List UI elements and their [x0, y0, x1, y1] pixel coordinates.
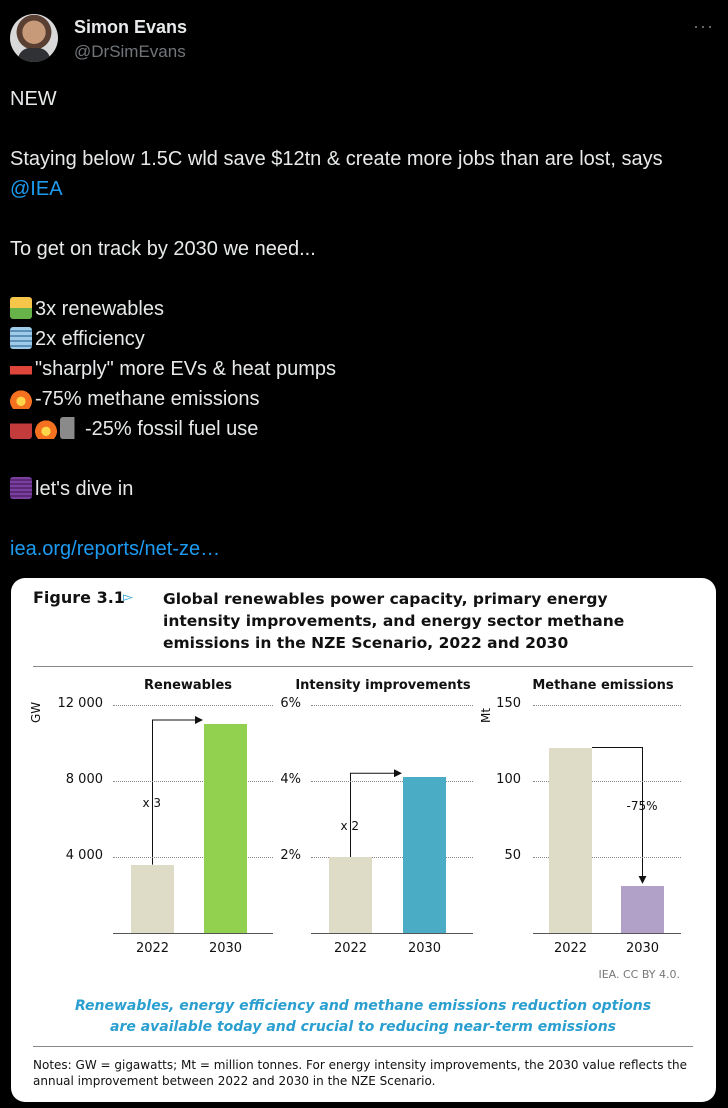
bar-2022	[131, 865, 174, 933]
list-item: -25% fossil fuel use	[10, 414, 718, 444]
annotation-label: x 2	[340, 819, 360, 834]
axis-unit: GW	[29, 701, 43, 723]
y-tick-label: 6%	[280, 696, 301, 711]
thread-spool-icon	[10, 477, 32, 499]
office-building-icon	[10, 327, 32, 349]
car-icon	[10, 357, 32, 379]
y-tick-label: 8 000	[65, 772, 103, 787]
gridline	[533, 705, 681, 706]
annotation-label: x 3	[142, 796, 162, 811]
author-name[interactable]: Simon Evans	[74, 17, 188, 37]
x-axis	[311, 933, 473, 934]
sunrise-icon	[10, 297, 32, 319]
figure-number: Figure 3.1	[33, 588, 125, 607]
y-tick-label: 12 000	[57, 696, 103, 711]
annotation-arrow	[153, 720, 202, 865]
more-dots-icon[interactable]: ···	[693, 16, 714, 36]
play-triangle-icon: ▻	[123, 590, 133, 605]
mention-link[interactable]: @IEA	[10, 178, 63, 200]
x-tick-label: 2030	[625, 941, 660, 956]
figure-notes: Notes: GW = gigawatts; Mt = million tonnes. For energy intensity improvements, the 2030 value reflects the annual improvement between 2022 and 2030 in the NZE Scenario.	[33, 1046, 693, 1089]
x-tick-label: 2022	[553, 941, 588, 956]
y-tick-label: 100	[496, 772, 521, 787]
axis-unit: Mt	[479, 707, 493, 723]
url-link[interactable]: iea.org/reports/net-ze…	[10, 538, 221, 560]
tweet-body	[10, 84, 718, 564]
y-tick-label: 150	[496, 696, 521, 711]
list-item: 2x efficiency	[10, 324, 718, 354]
bar-2030	[621, 886, 664, 933]
annotation-arrow	[351, 773, 401, 857]
gridline	[311, 781, 473, 782]
x-tick-label: 2022	[333, 941, 368, 956]
takeaway-line: are available today and crucial to reducing near-term emissions	[110, 1019, 616, 1035]
x-tick-label: 2030	[407, 941, 442, 956]
figure-title: Global renewables power capacity, primary energy intensity improvements, and energy sector methane emissions in the NZE Scenario, 2022 and 2030	[163, 590, 625, 652]
list-item: let's dive in	[10, 474, 718, 504]
x-axis	[113, 933, 273, 934]
tweet-line: NEW	[10, 88, 57, 110]
x-tick-label: 2022	[135, 941, 170, 956]
y-tick-label: 4%	[280, 772, 301, 787]
takeaway-line: Renewables, energy efficiency and methane emissions reduction options	[74, 998, 652, 1014]
author-handle[interactable]: @DrSimEvans	[74, 42, 186, 61]
x-tick-label: 2030	[208, 941, 243, 956]
bar-2022	[329, 857, 372, 933]
chart-title: Renewables	[144, 678, 232, 693]
annotation-label: -75%	[626, 798, 658, 813]
fuel-pump-icon	[60, 417, 82, 439]
gridline	[311, 705, 473, 706]
list-item: -75% methane emissions	[10, 384, 718, 414]
y-tick-label: 50	[504, 848, 521, 863]
bar-2030	[403, 777, 446, 933]
tweet-line: Staying below 1.5C wld save $12tn & create more jobs than are lost, says	[10, 148, 663, 170]
list-item: "sharply" more EVs & heat pumps	[10, 354, 718, 384]
chart-title: Methane emissions	[532, 678, 674, 693]
figure-credit: IEA. CC BY 4.0.	[598, 968, 680, 981]
figure-takeaway	[33, 996, 693, 1038]
x-axis	[533, 933, 681, 934]
y-tick-label: 4 000	[65, 848, 103, 863]
y-tick-label: 2%	[280, 848, 301, 863]
factory-icon	[10, 417, 32, 439]
fire-icon	[35, 417, 57, 439]
fire-icon	[10, 387, 32, 409]
annotation-arrow	[592, 748, 643, 882]
figure-card[interactable]	[11, 578, 716, 1102]
avatar[interactable]	[10, 14, 58, 62]
chart-title: Intensity improvements	[295, 678, 471, 693]
bar-2022	[549, 748, 592, 933]
list-item: 3x renewables	[10, 294, 718, 324]
bar-2030	[204, 724, 247, 933]
tweet-header	[10, 14, 718, 64]
tweet-line: To get on track by 2030 we need...	[10, 238, 316, 260]
